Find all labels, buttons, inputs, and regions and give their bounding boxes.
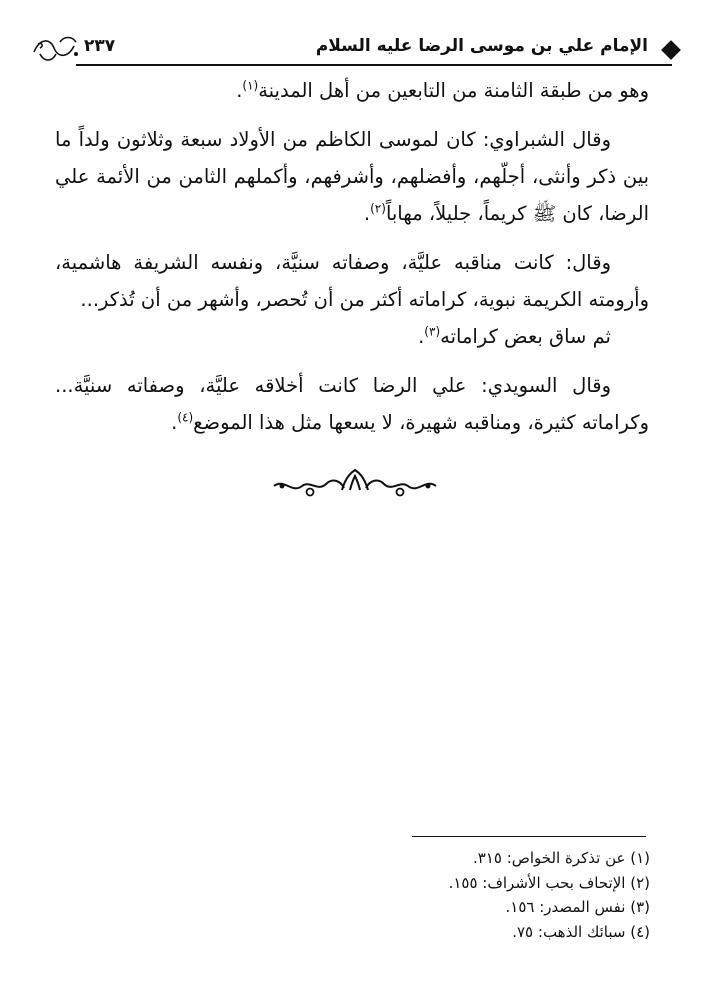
- footnote: (٣) نفس المصدر: ١٥٦.: [505, 898, 650, 916]
- footnote: (٤) سبائك الذهب: ٧٥.: [512, 922, 650, 941]
- page-header: [18, 30, 684, 70]
- paragraph: وقال: كانت مناقبه عليَّة، وصفاته سنيَّة، ونفسه الشريفة هاشمية، وأرومته الكريمة نبوية، كراماته أكثر من أن تُحصر، وأشهر من أن تُذكر...: [55, 251, 649, 311]
- divider-ornament: [270, 466, 440, 500]
- footnote-ref: (٤): [177, 410, 194, 425]
- diamond-icon: [661, 40, 681, 60]
- paragraph: وهو من طبقة الثامنة من التابعين من أهل المدينة$^{(١)}$.: [236, 78, 649, 102]
- paragraph: وقال السويدي: علي الرضا كانت أخلاقه عليَّة، وصفاته سنيَّة... وكراماته كثيرة، ومناقبه شهيرة، لا يسعها مثل هذا الموضع$^{(٤)}$.: [55, 374, 649, 434]
- footnote-ref: (٢): [370, 201, 386, 216]
- footnote-ref: (١): [242, 78, 259, 93]
- paragraph: وقال الشبراوي: كان لموسى الكاظم من الأولاد سبعة وثلاثون ولداً ما بين ذكر وأنثى، أجلّهم، وأفضلهم، وأشرفهم، وأكملهم الثامن من الأئمة علي الرضا، كان ﷺ كريماً، جليلاً، مهاباً$^{(٢)}$.: [55, 128, 649, 225]
- footnote-ref: (٣): [424, 324, 441, 339]
- footnotes: [60, 846, 650, 944]
- footnote: (١) عن تذكرة الخواص: ٣١٥.: [472, 849, 650, 867]
- main-text: [55, 72, 649, 453]
- footnote: (٢) الإتحاف بحب الأشراف: ١٥٥.: [448, 873, 650, 892]
- corner-ornament: [30, 34, 80, 66]
- running-title: الإمام علي بن موسى الرضا عليه السلام: [315, 36, 648, 56]
- paragraph: ثم ساق بعض كراماته$^{(٣)}$.: [418, 324, 611, 348]
- header-rule: [76, 64, 672, 66]
- footnote-rule: [412, 836, 646, 837]
- page-number: ٢٣٧: [84, 36, 116, 56]
